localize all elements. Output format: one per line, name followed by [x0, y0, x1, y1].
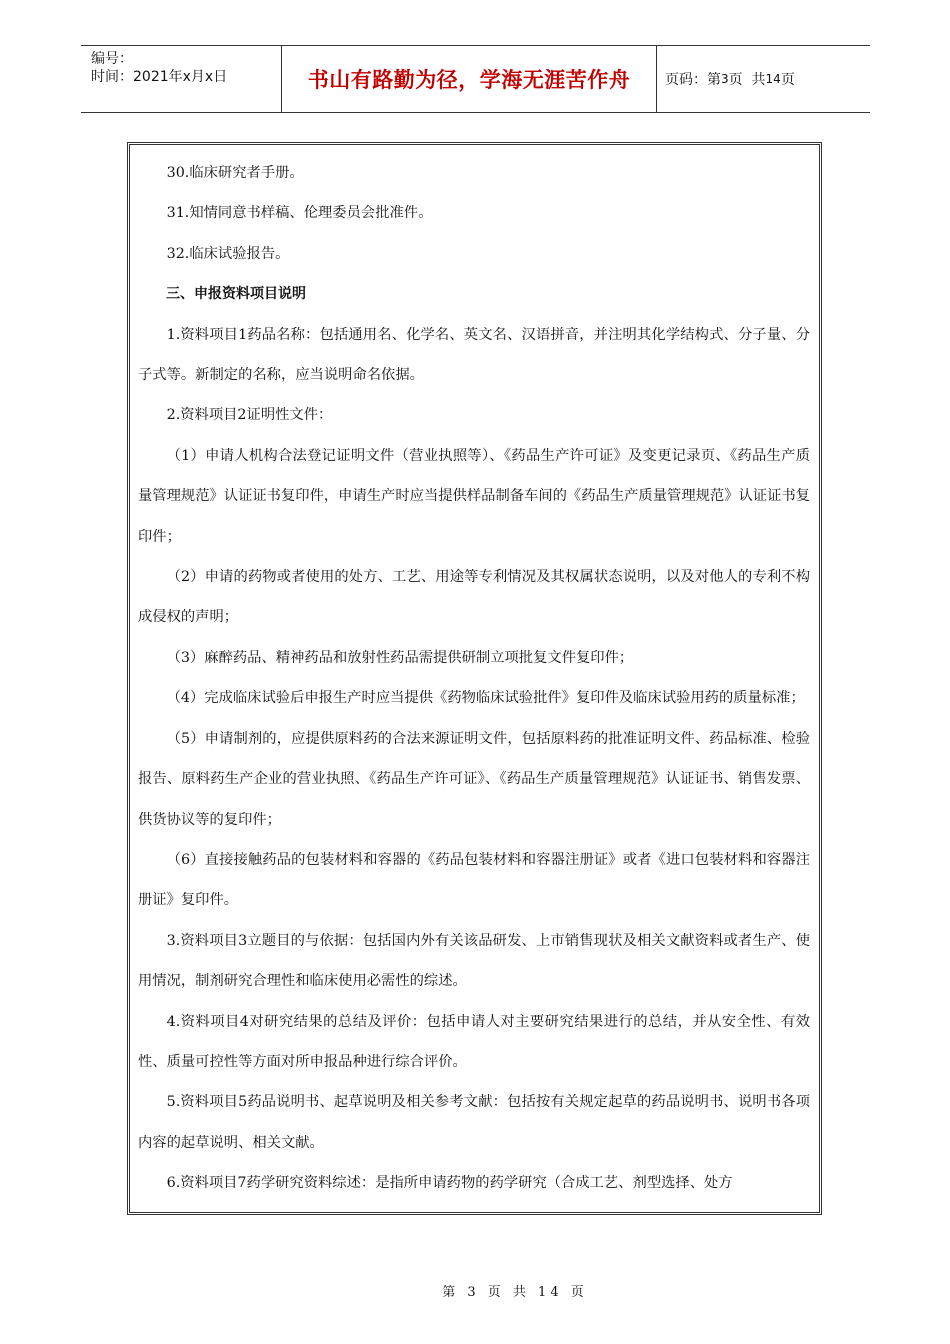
document-body	[138, 153, 810, 1204]
paragraph-item-2-6: （6）直接接触药品的包装材料和容器的《药品包装材料和容器注册证》或者《进口包装材料和容器注册证》复印件。	[138, 851, 810, 909]
header-meta	[81, 46, 282, 112]
document-time-label: 时间：2021年x月x日	[91, 69, 228, 85]
header-page-info	[657, 46, 870, 112]
paragraph-item-3: 3.资料项目3立题目的与依据：包括国内外有关该品研发、上市销售现状及相关文献资料或者生产、使用情况，制剂研究合理性和临床使用必需性的综述。	[138, 932, 810, 990]
page-header	[81, 45, 870, 113]
content-frame	[127, 142, 822, 1215]
paragraph-item-2-3: （3）麻醉药品、精神药品和放射性药品需提供研制立项批复文件复印件；	[166, 649, 634, 666]
page-total-number: 14	[765, 72, 781, 86]
document-number-label: 编号：	[91, 51, 133, 67]
page-label-suffix: 页	[780, 72, 795, 88]
header-motto: 书山有路勤为径，学海无涯苦作舟	[282, 46, 657, 112]
paragraph-item-2-4: （4）完成临床试验后申报生产时应当提供《药物临床试验批件》复印件及临床试验用药的质量标准；	[166, 690, 805, 707]
paragraph-item-1: 1.资料项目1药品名称：包括通用名、化学名、英文名、汉语拼音，并注明其化学结构式、分子量、分子式等。新制定的名称，应当说明命名依据。	[138, 326, 810, 384]
page-current-number: 3	[721, 72, 729, 86]
paragraph-item-6: 6.资料项目7药学研究资料综述：是指所申请药物的药学研究（合成工艺、剂型选择、处方	[166, 1175, 733, 1192]
paragraph-31: 31.知情同意书样稿、伦理委员会批准件。	[166, 205, 433, 222]
section-heading: 三、申报资料项目说明	[166, 286, 306, 303]
paragraph-item-5: 5.资料项目5药品说明书、起草说明及相关参考文献：包括按有关规定起草的药品说明书、说明书各项内容的起草说明、相关文献。	[138, 1094, 810, 1151]
paragraph-item-2-1: （1）申请人机构合法登记证明文件（营业执照等）、《药品生产许可证》及变更记录页、《药品生产质量管理规范》认证证书复印件，申请生产时应当提供样品制备车间的《药品生产质量管理规范》认证证书复印件；	[138, 447, 810, 545]
paragraph-30: 30.临床研究者手册。	[166, 165, 304, 181]
paragraph-item-2-2: （2）申请的药物或者使用的处方、工艺、用途等专利情况及其权属状态说明，以及对他人的专利不构成侵权的声明；	[138, 569, 810, 626]
paragraph-item-4: 4.资料项目4对研究结果的总结及评价：包括申请人对主要研究结果进行的总结，并从安全性、有效性、质量可控性等方面对所申报品种进行综合评价。	[138, 1013, 810, 1070]
paragraph-item-2: 2.资料项目2证明性文件：	[166, 407, 333, 424]
page-label-mid: 页 共	[728, 72, 766, 88]
paragraph-item-2-5: （5）申请制剂的，应提供原料药的合法来源证明文件，包括原料药的批准证明文件、药品标准、检验报告、原料药生产企业的营业执照、《药品生产许可证》、《药品生产质量管理规范》认证证书、销售发票、供货协议等的复印件；	[138, 730, 810, 828]
page-footer: 第 3 页 共 14 页	[442, 1285, 588, 1300]
page-label-prefix: 页码：第	[665, 72, 721, 88]
paragraph-32: 32.临床试验报告。	[166, 245, 290, 262]
